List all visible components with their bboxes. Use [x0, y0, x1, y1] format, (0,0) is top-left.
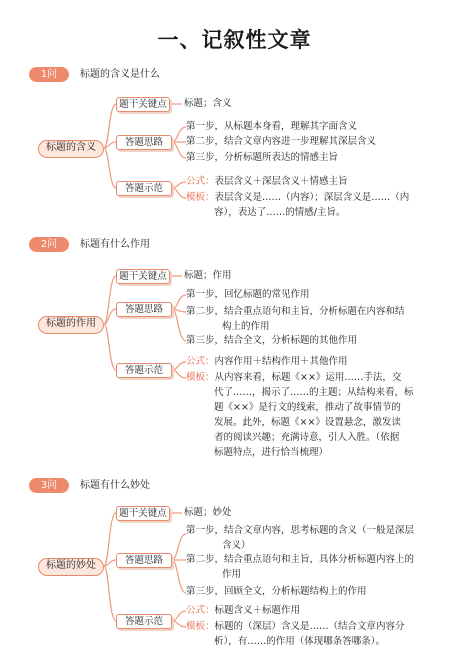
key-points-text: 标题；作用	[184, 270, 232, 281]
step-text: 第三步，结合全文，分析标题的其他作用	[186, 335, 358, 346]
page-title: 一、记叙性文章	[157, 28, 312, 52]
key-points-text: 标题；妙处	[184, 507, 232, 518]
node-example: 答题示范	[116, 614, 172, 629]
template-label: 模板：	[186, 372, 215, 383]
formula-label: 公式：	[186, 356, 215, 367]
node-approach: 答题思路	[116, 135, 172, 150]
question-badge: 2问	[29, 237, 69, 252]
template-text: 标题特点，进行恰当梳理）	[214, 447, 329, 458]
step-text: 第三步，分析标题所表达的情感主旨	[186, 152, 339, 163]
template-text: 容），表达了……的情感/主旨。	[214, 207, 346, 218]
template-label: 模板：	[186, 621, 215, 632]
formula-line	[186, 604, 300, 618]
formula-label: 公式：	[186, 176, 215, 187]
step-text: 第二步，结合重点语句和主旨，具体分析标题内容上的	[186, 554, 415, 565]
node-approach: 答题思路	[116, 553, 172, 568]
formula-label: 公式：	[186, 605, 215, 616]
formula-text: 标题含义＋标题作用	[214, 605, 301, 616]
question-badge: 3问	[29, 478, 69, 493]
mindmap-root: 标题的妙处	[38, 558, 104, 576]
step-text: 第一步，回忆标题的常见作用	[186, 289, 310, 300]
step-text: 含义）	[222, 540, 251, 551]
template-text: 者的阅读兴趣；充满诗意，引人入胜。（依据	[214, 432, 400, 443]
question-title: 标题有什么妙处	[80, 480, 150, 491]
step-text: 构上的作用	[222, 321, 270, 332]
node-key-points: 题干关键点	[116, 97, 170, 112]
template-text: 析），有……的作用（体现哪条答哪条）。	[214, 636, 386, 647]
step-text: 第三步，回顾全文，分析标题结构上的作用	[186, 586, 367, 597]
step-text: 第二步，结合文章内容进一步理解其深层含义	[186, 136, 377, 147]
formula-text: 表层含义＋深层含义＋情感主旨	[214, 176, 348, 187]
step-text: 作用	[222, 569, 242, 580]
template-text: 发展。此外，标题《××》设置悬念，激发读	[214, 417, 401, 428]
template-label: 模板：	[186, 192, 215, 203]
question-badge: 1问	[29, 67, 69, 82]
step-text: 第二步，结合重点语句和主旨，分析标题在内容和结	[186, 306, 405, 317]
template-text: 代了……，揭示了……的主题；从结构来看，标	[214, 387, 414, 398]
question-title: 标题有什么作用	[80, 239, 150, 250]
node-key-points: 题干关键点	[116, 269, 170, 284]
template-line	[186, 620, 405, 634]
node-approach: 答题思路	[116, 302, 172, 317]
formula-text: 内容作用＋结构作用＋其他作用	[214, 356, 348, 367]
template-text: 标题的（深层）含义是……（结合文章内容分	[214, 621, 405, 632]
node-example: 答题示范	[116, 363, 172, 378]
mindmap-root: 标题的含义	[38, 140, 104, 158]
node-example: 答题示范	[116, 181, 172, 196]
template-text: 题《××》是行文的线索，推动了故事情节的	[214, 402, 401, 413]
step-text: 第一步，从标题本身看，理解其字面含义	[186, 121, 358, 132]
step-text: 第一步，结合文章内容，思考标题的含义（一般是深层	[186, 525, 415, 536]
template-text: 表层含义是……（内容）；深层含义是……（内	[214, 192, 410, 203]
template-text: 从内容来看，标题《××》运用……手法，交	[214, 372, 402, 383]
node-key-points: 题干关键点	[116, 506, 170, 521]
key-points-text: 标题；含义	[184, 98, 232, 109]
question-title: 标题的含义是什么	[80, 69, 160, 80]
mindmap-root: 标题的作用	[38, 316, 104, 334]
